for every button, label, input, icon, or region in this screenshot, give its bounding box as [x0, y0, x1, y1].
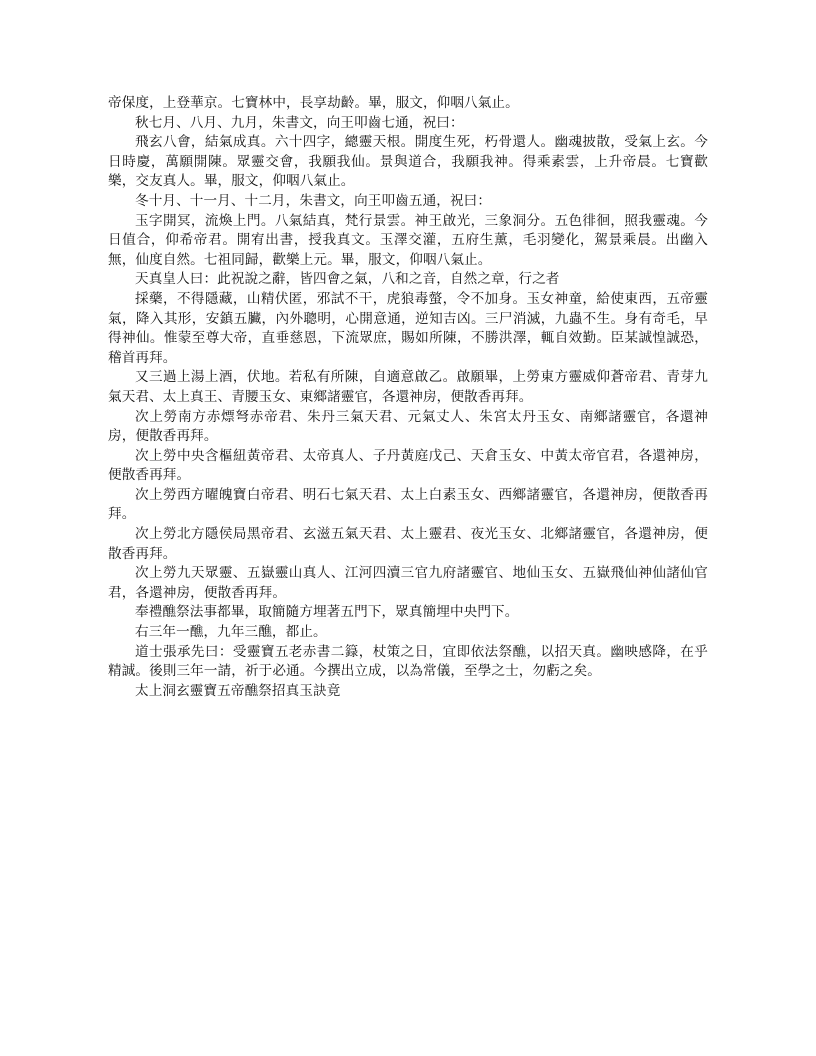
- paragraph: 天真皇人曰：此祝說之辭，皆四會之氣，八和之音，自然之章，行之者: [135, 271, 560, 288]
- paragraph: 次上勞中央含樞紐黃帝君、太帝真人、子丹黃庭戊己、天倉玉女、中黃太帝官君，各還神房，便散香再拜。: [108, 447, 708, 484]
- paragraph: 飛玄八會，結氣成真。六十四字，總靈天根。開度生死，朽骨還人。幽魂披散，受氣上玄。今日時慶，萬願開陳。眾靈交會，我願我仙。景與道合，我願我神。得乘素雲，上升帝晨。七寶歡樂，交友真人。畢，服文，仰咽八氣止。: [108, 134, 708, 190]
- body-text: [108, 94, 708, 701]
- paragraph: 玉字開冥，流煥上門。八氣結真，梵行景雲。神王啟光，三象洞分。五色徘徊，照我靈魂。今日值合，仰希帝君。開宥出書，授我真文。玉澤交灌，五府生薰，毛羽變化，駕景乘晨。出幽入無，仙度自然。七祖同歸，歡樂上元。畢，服文，仰咽八氣止。: [108, 212, 708, 268]
- paragraph: 採藥，不得隱藏，山精伏匿，邪試不干，虎狼毒螫，令不加身。玉女神童，給使東西，五帝靈氣，降入其形，安鎮五臟，內外聰明，心開意通，逆知吉凶。三尸消滅，九蟲不生。身有奇毛，早得神仙。惟蒙至尊大帝，直垂慈恩，下流眾庶，賜如所陳，不勝洪澤，輒自效勤。臣某誠惶誠恐，稽首再拜。: [108, 290, 708, 366]
- paragraph: 道士張承先曰：受靈寶五老赤書二籙，杖策之日，宜即依法祭醮，以招天真。幽映感降，在乎精誠。後則三年一請，祈于必通。今撰出立成，以為常儀，至學之士，勿虧之矣。: [108, 643, 708, 680]
- paragraph: 奉禮醮祭法事都畢，取簡隨方埋著五門下，眾真簡埋中央門下。: [135, 604, 519, 621]
- paragraph: 次上勞西方曜魄寶白帝君、明石七氣天君、太上白素玉女、西鄉諸靈官，各還神房，便散香再拜。: [108, 486, 708, 523]
- paragraph: 太上洞玄靈寶五帝醮祭招真玉訣竟: [135, 682, 341, 699]
- paragraph: 秋七月、八月、九月，朱書文，向王叩齒七通，祝曰：: [135, 114, 464, 131]
- paragraph: 帝保度，上登華京。七寶林中，長享劫齡。畢，服文，仰咽八氣止。: [108, 95, 519, 111]
- paragraph: 次上勞北方隱侯局黑帝君、玄滋五氣天君、太上靈君、夜光玉女、北鄉諸靈官，各還神房，便散香再拜。: [108, 526, 708, 562]
- paragraph: 次上勞九天眾靈、五嶽靈山真人、江河四瀆三官九府諸靈官、地仙玉女、五嶽飛仙神仙諸仙官君，各還神房，便散香再拜。: [108, 565, 708, 601]
- paragraph: 次上勞南方赤熛弩赤帝君、朱丹三氣天君、元氣丈人、朱宮太丹玉女、南鄉諸靈官，各還神房，便散香再拜。: [108, 408, 708, 445]
- paragraph: 又三過上湯上酒，伏地。若私有所陳，自適意啟乙。啟願畢，上勞東方靈威仰蒼帝君、青芽九氣天君、太上真王、青腰玉女、東鄉諸靈官，各還神房，便散香再拜。: [108, 369, 708, 405]
- paragraph: 冬十月、十一月、十二月，朱書文，向王叩齒五通，祝曰：: [135, 192, 492, 209]
- paragraph: 右三年一醮，九年三醮，都止。: [135, 624, 327, 641]
